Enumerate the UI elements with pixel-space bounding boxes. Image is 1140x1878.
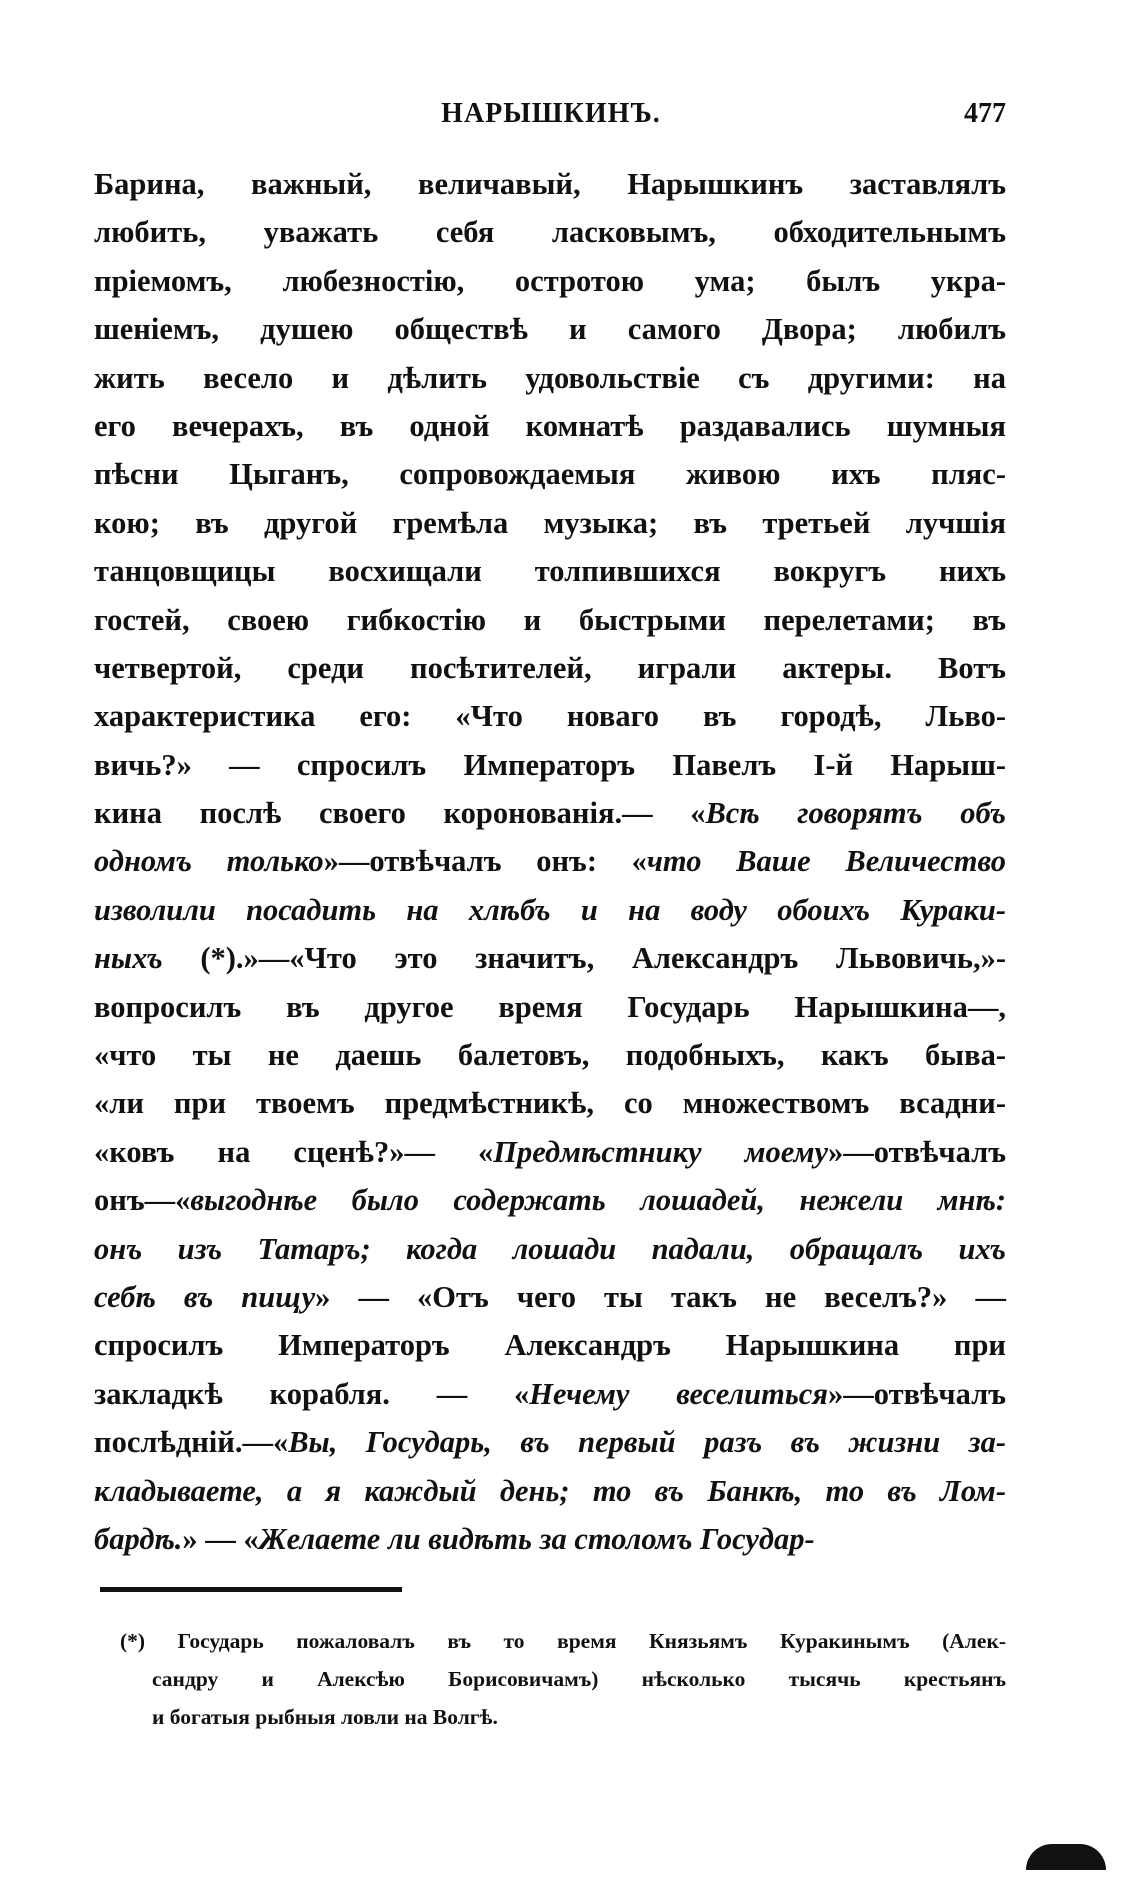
- text-run: его вечерахъ, въ одной комнатѣ раздавались шумныя: [94, 408, 1006, 443]
- italic-text-run: кладываете, а я каждый день; то въ Банкѣ, то въ Лом-: [94, 1473, 1006, 1508]
- italic-text-run: Всѣ говорятъ объ: [705, 796, 1007, 831]
- text-run: танцовщицы восхищали толпившихся вокругъ нихъ: [94, 554, 1006, 589]
- running-header: [96, 98, 1006, 138]
- text-run: «ли при твоемъ предмѣстникѣ, со множествомъ всадни-: [94, 1086, 1006, 1121]
- text-run: жить весело и дѣлить удовольствіе съ другими: на: [94, 360, 1006, 395]
- text-line: [94, 208, 1006, 256]
- page-number: 477: [964, 98, 1006, 129]
- text-run: шеніемъ, душею обществѣ и самого Двора; любилъ: [94, 312, 1006, 347]
- running-title: НАРЫШКИНЪ.: [441, 98, 661, 129]
- text-run: любить, уважать себя ласковымъ, обходительнымъ: [94, 215, 1006, 250]
- italic-text-run: Предмѣстнику моему: [493, 1134, 829, 1169]
- text-line: [94, 837, 1006, 885]
- text-run: онъ—«: [94, 1183, 191, 1218]
- text-line: [94, 692, 1006, 740]
- text-run: » — «: [182, 1521, 259, 1556]
- text-run: послѣдній.—«: [94, 1425, 289, 1460]
- text-line: [94, 1370, 1006, 1418]
- text-line: [94, 1176, 1006, 1224]
- text-line: [94, 1418, 1006, 1466]
- text-line: [94, 741, 1006, 789]
- text-run: «ковъ на сценѣ?»— «: [94, 1134, 494, 1169]
- text-line: [94, 499, 1006, 547]
- text-line: [94, 305, 1006, 353]
- text-line: [94, 1031, 1006, 1079]
- text-run: » — «Отъ чего ты такъ не веселъ?» —: [315, 1279, 1007, 1314]
- italic-text-run: Желаете ли видѣть за столомъ Государ-: [258, 1521, 815, 1556]
- text-run: пріемомъ, любезностію, остротою ума; былъ укра-: [94, 263, 1006, 298]
- text-line: [94, 1515, 1006, 1563]
- footnote-line: (*) Государь пожаловалъ въ то время Князьямъ Куракинымъ (Алек-: [120, 1629, 1006, 1653]
- italic-text-run: онъ изъ Татаръ; когда лошади падали, обращалъ ихъ: [94, 1231, 1006, 1266]
- text-run: Барина, важный, величавый, Нарышкинъ заставлялъ: [94, 167, 1006, 201]
- text-line: [94, 1321, 1006, 1369]
- text-run: »—отвѣчалъ онъ: «: [323, 844, 647, 879]
- main-text: [94, 160, 1006, 1563]
- text-run: «что ты не даешь балетовъ, подобныхъ, какъ бывa-: [94, 1038, 1006, 1073]
- italic-text-run: ныхъ: [94, 941, 163, 976]
- text-line: [94, 354, 1006, 402]
- text-run: характеристика его: «Что новаго въ городѣ, Льво-: [94, 699, 1006, 734]
- text-line: [94, 450, 1006, 498]
- text-line: [94, 596, 1006, 644]
- text-line: [94, 1128, 1006, 1176]
- text-line: [94, 257, 1006, 305]
- text-run: гостей, своею гибкостію и быстрыми перелетами; въ: [94, 602, 1006, 637]
- text-run: (*).»—«Что это значитъ, Александръ Львовичь,»-: [162, 941, 1006, 976]
- text-run: кина послѣ своего коронованія.— «: [94, 796, 706, 831]
- text-run: кою; въ другой гремѣла музыка; въ третьей лучшія: [94, 505, 1006, 540]
- italic-text-run: себѣ въ пищу: [94, 1279, 316, 1314]
- italic-text-run: что Ваше Величество: [646, 844, 1006, 879]
- text-line: [94, 789, 1006, 837]
- text-run: вопросилъ въ другое время Государь Нарышкина—,: [94, 989, 1006, 1024]
- text-line: [94, 160, 1006, 208]
- text-run: четвертой, среди посѣтителей, играли актеры. Вотъ: [94, 650, 1006, 685]
- footnote-separator-rule: [100, 1587, 402, 1592]
- italic-text-run: изволили посадить на хлѣбъ и на воду обоихъ Кураки-: [94, 892, 1006, 927]
- text-run: »—отвѣчалъ: [828, 1134, 1006, 1169]
- text-line: [94, 983, 1006, 1031]
- text-run: пѣсни Цыганъ, сопровождаемыя живою ихъ пляс-: [94, 457, 1006, 492]
- italic-text-run: одномъ только: [94, 844, 324, 879]
- text-line: [94, 1079, 1006, 1127]
- italic-text-run: выгоднѣе было содержать лошадей, нежели мнѣ:: [190, 1183, 1006, 1218]
- text-line: [94, 1225, 1006, 1273]
- ink-smudge-mark: [1026, 1844, 1106, 1870]
- text-line: [94, 1467, 1006, 1515]
- text-run: спросилъ Императоръ Александръ Нарышкина при: [94, 1328, 1006, 1363]
- text-line: [94, 547, 1006, 595]
- text-line: [94, 934, 1006, 982]
- italic-text-run: бардѣ.: [94, 1521, 183, 1556]
- text-run: »—отвѣчалъ: [828, 1376, 1006, 1411]
- footnote: [120, 1622, 1006, 1736]
- text-run: закладкѣ корабля. — «: [94, 1376, 530, 1411]
- text-line: [94, 1273, 1006, 1321]
- italic-text-run: Нечему веселиться: [529, 1376, 829, 1411]
- text-line: [94, 886, 1006, 934]
- italic-text-run: Вы, Государь, въ первый разъ въ жизни за-: [288, 1425, 1006, 1460]
- text-line: [94, 644, 1006, 692]
- text-line: [94, 402, 1006, 450]
- text-run: вичь?» — спросилъ Императоръ Павелъ І-й Нарыш-: [94, 747, 1006, 782]
- footnote-line: сандру и Алексѣю Борисовичамъ) нѣсколько тысячь крестьянъ: [152, 1667, 1006, 1691]
- footnote-line: и богатыя рыбныя ловли на Волгѣ.: [152, 1705, 498, 1729]
